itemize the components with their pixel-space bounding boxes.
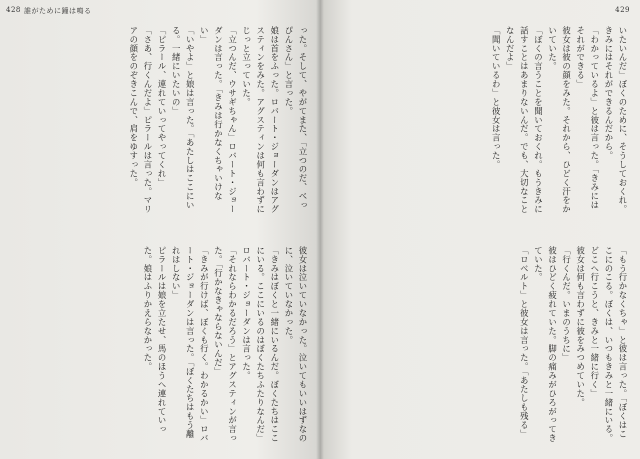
paragraph: 彼女は彼の顔をみた。それから、ひどく汗をかいていた。 xyxy=(547,26,572,214)
book-gutter xyxy=(316,0,324,459)
paragraph: 「ロベルト」と彼女は言った。「あたしも残る」 xyxy=(519,246,530,439)
paragraph: 「もう行かなくちゃ」と彼は言った。「ぼくはここにのこる。ぼくは、いつもきみと一緒にいる。どこへ行こうと、きみと一緒に行く」 xyxy=(589,246,628,443)
paragraph: 「立つんだ、ウサギちゃん」ロバート・ジョーダンは言った。「きみは行かなくちゃいけない」 xyxy=(199,26,238,214)
paragraph: 「さあ、行くんだよ」ピラールは言った。マリアの顔をのぞきこんで、肩をゆすった。 xyxy=(128,26,153,214)
left-page-number: 428 xyxy=(6,6,21,14)
paragraph: 彼はひどく疲れていた。脚の痛みがひろがってきていた。 xyxy=(533,246,558,443)
paragraph: った。そして、やがてまた、「立つのだ、べっぴんさん」と言った。 xyxy=(283,26,308,210)
paragraph: ピラールは娘を立たせ、馬のほうへ連れていった。娘はふりかえらなかった。 xyxy=(142,246,168,434)
left-page-bottom-text xyxy=(4,246,310,444)
paragraph: 娘は首をふった。ロバート・ジョーダンはアグスティンをみた。アグスティンは何も言わずにじっと立っていた。 xyxy=(241,26,280,214)
right-page-bottom-text xyxy=(328,246,630,444)
paragraph: 「わかっているよ」と彼は言った。「きみにはそれができる」 xyxy=(575,26,600,210)
paragraph: 「それならわかるだろう」とアグスティンが言った。「行かなきゃならないんだ」 xyxy=(213,246,238,443)
paragraph: いたいんだ」ぼくのために、そうしておくれ。きみにはそれができるんだから。 xyxy=(603,26,628,214)
paragraph: 「ぼくの言うことを聞いておくれ。もうきみに話すことはあまりないんだ。でも、大切なことなんだよ」 xyxy=(505,26,544,214)
paragraph: 「いやよ」と娘は言った。「あたしはここにいる。一緒にいたいの」 xyxy=(171,26,196,210)
paragraph: 彼女は泣いていなかった。泣いてもいいはずなのに、泣いていなかった。 xyxy=(283,246,308,443)
paragraph: 「ピラール、連れていってやってくれ」 xyxy=(157,26,168,187)
paragraph: 彼女は何も言わずに彼をみつめていた。 xyxy=(575,246,586,407)
right-page-number: 429 xyxy=(615,6,630,14)
paragraph: 「きみが行けば、ぼくも行く。わかるかい」ロバート・ジョーダンは言った。「ぼくたちはもう離れはしない」 xyxy=(171,246,210,443)
right-page-top-text xyxy=(328,26,630,214)
left-running-title: 誰がために鐘は鳴る xyxy=(24,7,92,15)
right-page xyxy=(320,0,640,459)
paragraph: 「行くんだ。いまのうちに」 xyxy=(561,246,572,363)
paragraph: 「きみはぼくと一緒にいるんだ。ぼくたちはここにいる。ここにいるのはぼくたちふたりなんだ」ロバート・ジョーダンは言った。 xyxy=(241,246,280,443)
left-page-top-text xyxy=(4,26,310,214)
paragraph: 「聞いているわ」と彼女は言った。 xyxy=(491,26,502,170)
